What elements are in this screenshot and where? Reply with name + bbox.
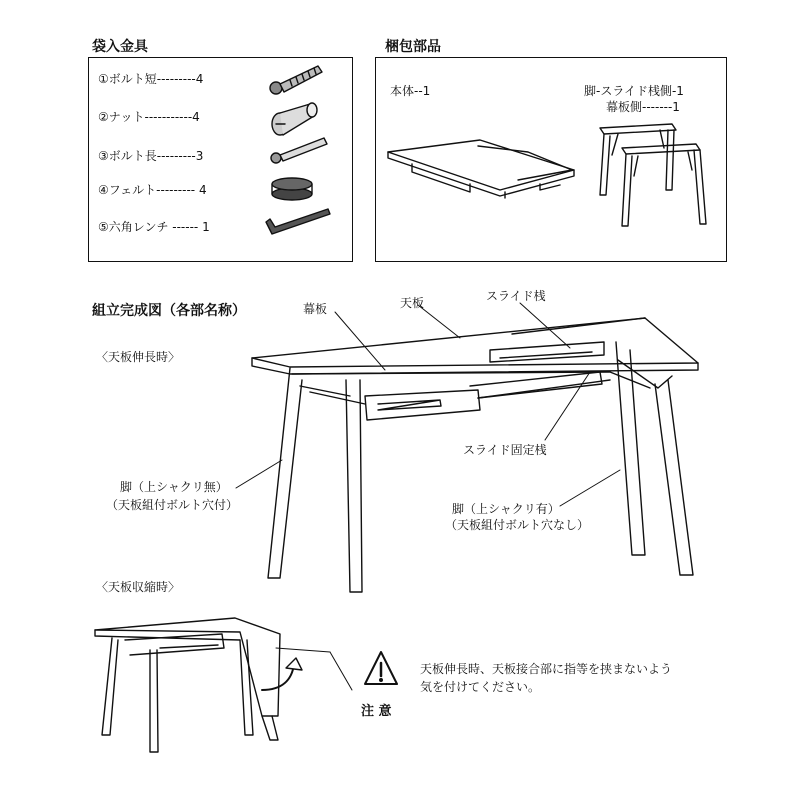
hardware-title: 袋入金具 [92,39,148,55]
label-apron: 幕板 [303,302,328,316]
table-extended-icon [236,303,698,592]
caution-text-1: 天板伸長時、天板接合部に指等を挟まないよう [420,662,673,676]
warning-icon [365,652,397,684]
label-leg-right-1: 脚（上シャクリ有） [452,502,560,516]
nut-icon [272,103,317,135]
hardware-item-felt: ④フェルト--------- 4 [98,183,207,197]
packaged-legs-icon [600,124,706,226]
packaged-body-icon [388,140,574,198]
table-retracted-icon [95,618,352,752]
hardware-item-nut: ②ナット-----------4 [98,110,200,124]
label-leg-left-1: 脚（上シャクリ無） [120,480,228,494]
assembly-title: 組立完成図（各部名称） [92,303,246,319]
label-leg-left-2: （天板組付ボルト穴付） [106,498,239,512]
hardware-item-hex-wrench: ⑤六角レンチ ------ 1 [98,220,210,234]
caution-label: 注 意 [361,704,392,719]
bolt-short-icon [270,66,322,94]
caution-text-2: 気を付けてください。 [420,680,541,694]
package-body-label: 本体--1 [390,84,431,98]
package-legs-label-2: 幕板側-------1 [606,100,680,114]
bolt-long-icon [271,138,327,163]
label-fixed-slide: スライド固定桟 [463,443,547,457]
hardware-item-bolt-short: ①ボルト短---------4 [98,72,204,86]
felt-icon [272,178,312,200]
package-title: 梱包部品 [385,39,441,55]
label-top: 天板 [400,296,425,310]
hex-wrench-icon [266,209,330,234]
label-slide: スライド桟 [486,289,546,303]
label-leg-right-2: （天板組付ボルト穴なし） [445,518,590,532]
package-legs-label-1: 脚-スライド桟側-1 [584,84,684,98]
extended-caption: 〈天板伸長時〉 [96,350,181,364]
hardware-item-bolt-long: ③ボルト長---------3 [98,149,204,163]
retracted-caption: 〈天板収縮時〉 [96,580,181,594]
